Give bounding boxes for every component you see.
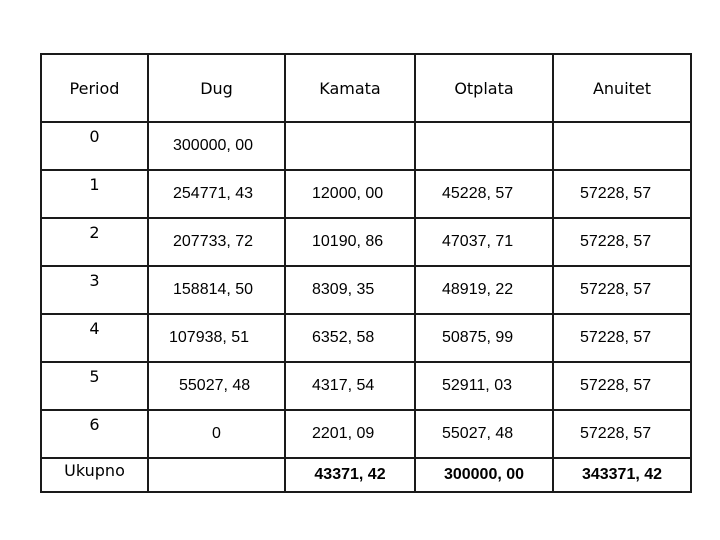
kamata-cell: 10190, 86 — [285, 218, 415, 266]
total-dug-cell — [148, 458, 285, 492]
otplata-cell — [415, 122, 553, 170]
header-kamata: Kamata — [285, 54, 415, 122]
otplata-cell: 48919, 22 — [415, 266, 553, 314]
anuitet-cell: 57228, 57 — [553, 218, 691, 266]
period-cell: 2 — [41, 218, 148, 266]
otplata-cell: 52911, 03 — [415, 362, 553, 410]
kamata-cell: 4317, 54 — [285, 362, 415, 410]
otplata-cell: 45228, 57 — [415, 170, 553, 218]
kamata-cell: 6352, 58 — [285, 314, 415, 362]
otplata-cell: 47037, 71 — [415, 218, 553, 266]
anuitet-cell: 57228, 57 — [553, 410, 691, 458]
header-dug: Dug — [148, 54, 285, 122]
header-row — [41, 54, 691, 122]
total-row — [41, 458, 691, 492]
dug-cell: 207733, 72 — [148, 218, 285, 266]
kamata-cell: 2201, 09 — [285, 410, 415, 458]
header-anuitet: Anuitet — [553, 54, 691, 122]
table-row — [41, 314, 691, 362]
amortization-table-container — [40, 53, 690, 486]
anuitet-cell: 57228, 57 — [553, 170, 691, 218]
period-cell: 0 — [41, 122, 148, 170]
total-otplata-cell: 300000, 00 — [415, 458, 553, 492]
otplata-cell: 50875, 99 — [415, 314, 553, 362]
table-row — [41, 122, 691, 170]
period-cell: 4 — [41, 314, 148, 362]
kamata-cell — [285, 122, 415, 170]
total-anuitet-cell: 343371, 42 — [553, 458, 691, 492]
table-row — [41, 170, 691, 218]
dug-cell: 107938, 51 — [148, 314, 285, 362]
header-period: Period — [41, 54, 148, 122]
anuitet-cell: 57228, 57 — [553, 266, 691, 314]
dug-cell: 55027, 48 — [148, 362, 285, 410]
anuitet-cell: 57228, 57 — [553, 362, 691, 410]
dug-cell: 158814, 50 — [148, 266, 285, 314]
anuitet-cell: 57228, 57 — [553, 314, 691, 362]
anuitet-cell — [553, 122, 691, 170]
otplata-cell: 55027, 48 — [415, 410, 553, 458]
table-row — [41, 218, 691, 266]
table-row — [41, 410, 691, 458]
dug-cell: 0 — [148, 410, 285, 458]
dug-cell: 300000, 00 — [148, 122, 285, 170]
period-cell: 5 — [41, 362, 148, 410]
amortization-table — [40, 53, 692, 493]
kamata-cell: 8309, 35 — [285, 266, 415, 314]
total-kamata-cell: 43371, 42 — [285, 458, 415, 492]
dug-cell: 254771, 43 — [148, 170, 285, 218]
total-label: Ukupno — [41, 458, 148, 492]
header-otplata: Otplata — [415, 54, 553, 122]
table-row — [41, 362, 691, 410]
table-row — [41, 266, 691, 314]
kamata-cell: 12000, 00 — [285, 170, 415, 218]
period-cell: 1 — [41, 170, 148, 218]
period-cell: 6 — [41, 410, 148, 458]
period-cell: 3 — [41, 266, 148, 314]
